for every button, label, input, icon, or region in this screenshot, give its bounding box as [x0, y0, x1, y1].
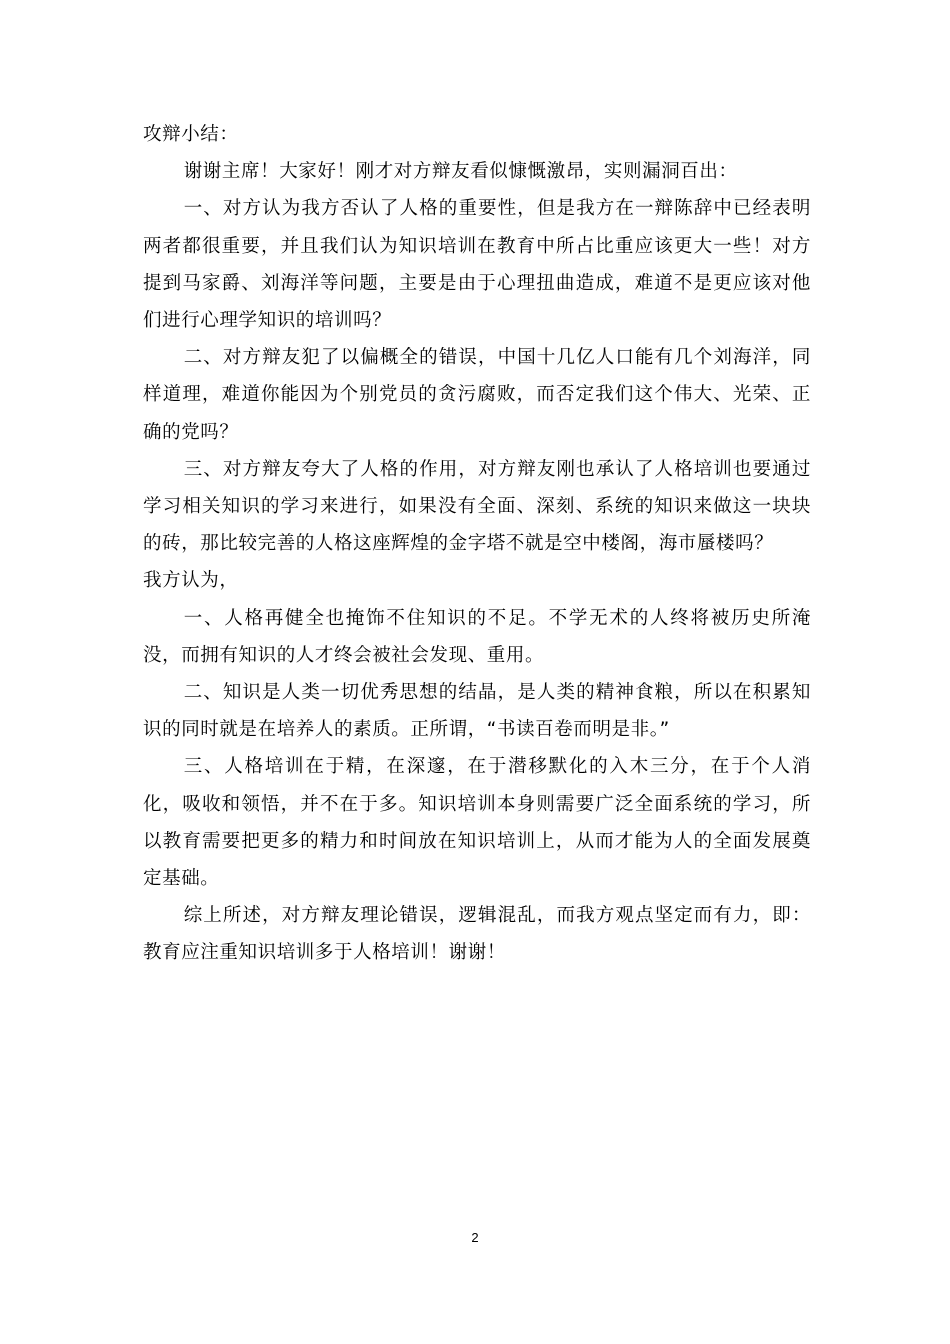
paragraph-point-2: 二、知识是人类一切优秀思想的结晶，是人类的精神食粮，所以在积累知识的同时就是在培养人的素质。正所谓，“书读百卷而明是非。”	[143, 682, 811, 741]
paragraph-point-1: 一、人格再健全也掩饰不住知识的不足。不学无术的人终将被历史所淹没，而拥有知识的人才终会被社会发现、重用。	[143, 607, 811, 666]
page-number: 2	[471, 1230, 479, 1245]
paragraph-rebuttal-2: 二、对方辩友犯了以偏概全的错误，中国十几亿人口能有几个刘海洋，同样道理，难道你能因为个别党员的贪污腐败，而否定我们这个伟大、光荣、正确的党吗？	[143, 347, 811, 443]
paragraph-point-3: 三、人格培训在于精，在深邃，在于潜移默化的入木三分，在于个人消化，吸收和领悟，并不在于多。知识培训本身则需要广泛全面系统的学习，所以教育需要把更多的精力和时间放在知识培训上，从而才能为人的全面发展奠定基础。	[143, 756, 811, 890]
paragraph-rebuttal-3: 三、对方辩友夸大了人格的作用，对方辩友刚也承认了人格培训也要通过学习相关知识的学习来进行，如果没有全面、深刻、系统的知识来做这一块块的砖，那比较完善的人格这座辉煌的金字塔不就是空中楼阁，海市蜃楼吗？	[143, 458, 811, 555]
paragraph-conclusion: 综上所述，对方辩友理论错误，逻辑混乱，而我方观点坚定而有力，即：教育应注重知识培训多于人格培训！谢谢！	[143, 905, 811, 964]
document-body	[143, 116, 811, 972]
section-subheading: 我方认为，	[143, 570, 239, 592]
paragraph-opening: 谢谢主席！大家好！刚才对方辩友看似慷慨激昂，实则漏洞百出：	[183, 161, 738, 183]
section-heading: 攻辩小结：	[143, 124, 239, 145]
paragraph-rebuttal-1: 一、对方认为我方否认了人格的重要性，但是我方在一辩陈辞中已经表明两者都很重要，并且我们认为知识培训在教育中所占比重应该更大一些！对方提到马家爵、刘海洋等问题，主要是由于心理扭曲造成，难道不是更应该对他们进行心理学知识的培训吗？	[143, 198, 811, 332]
